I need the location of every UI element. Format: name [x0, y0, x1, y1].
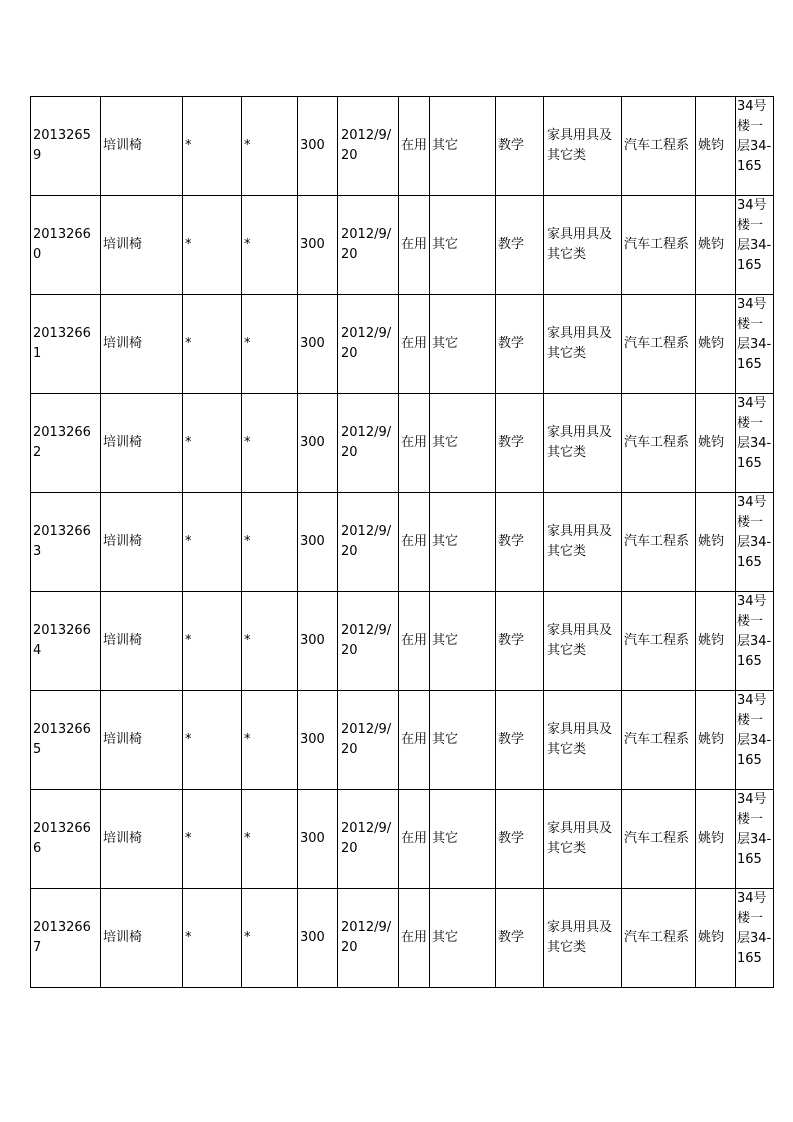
asset-table	[30, 96, 774, 988]
acquired-date-cell: 2012/9/20	[338, 493, 399, 592]
asset-id-cell: 20132662	[31, 394, 101, 493]
usage-status-cell: 在用	[399, 691, 430, 790]
asset-name-cell: 培训椅	[101, 592, 183, 691]
asset-spec-cell: *	[242, 394, 298, 493]
asset-id-cell: 20132667	[31, 889, 101, 988]
asset-name-cell: 培训椅	[101, 97, 183, 196]
usage-purpose-cell: 教学	[496, 394, 544, 493]
asset-model-cell: *	[183, 493, 242, 592]
asset-id-cell: 20132659	[31, 97, 101, 196]
department-cell: 汽车工程系	[622, 889, 696, 988]
location-cell: 34号楼一层34-165	[736, 97, 774, 196]
asset-price-cell: 300	[298, 790, 338, 889]
asset-id-cell: 20132661	[31, 295, 101, 394]
usage-purpose-cell: 教学	[496, 97, 544, 196]
table-row	[31, 493, 774, 592]
asset-id-cell: 20132660	[31, 196, 101, 295]
asset-price-cell: 300	[298, 592, 338, 691]
custodian-cell: 姚钧	[696, 196, 736, 295]
usage-status-cell: 在用	[399, 592, 430, 691]
table-row	[31, 889, 774, 988]
usage-status-cell: 在用	[399, 889, 430, 988]
department-cell: 汽车工程系	[622, 691, 696, 790]
asset-price-cell: 300	[298, 394, 338, 493]
asset-model-cell: *	[183, 790, 242, 889]
asset-name-cell: 培训椅	[101, 394, 183, 493]
table-row	[31, 691, 774, 790]
asset-model-cell: *	[183, 295, 242, 394]
custodian-cell: 姚钧	[696, 493, 736, 592]
custodian-cell: 姚钧	[696, 295, 736, 394]
location-cell: 34号楼一层34-165	[736, 394, 774, 493]
usage-purpose-cell: 教学	[496, 196, 544, 295]
asset-category-cell: 家具用具及其它类	[544, 295, 622, 394]
acquired-date-cell: 2012/9/20	[338, 97, 399, 196]
funding-source-cell: 其它	[430, 97, 496, 196]
asset-name-cell: 培训椅	[101, 889, 183, 988]
asset-price-cell: 300	[298, 493, 338, 592]
acquired-date-cell: 2012/9/20	[338, 394, 399, 493]
usage-status-cell: 在用	[399, 493, 430, 592]
asset-name-cell: 培训椅	[101, 691, 183, 790]
asset-name-cell: 培训椅	[101, 295, 183, 394]
usage-purpose-cell: 教学	[496, 889, 544, 988]
acquired-date-cell: 2012/9/20	[338, 790, 399, 889]
usage-status-cell: 在用	[399, 196, 430, 295]
location-cell: 34号楼一层34-165	[736, 889, 774, 988]
asset-spec-cell: *	[242, 889, 298, 988]
asset-price-cell: 300	[298, 691, 338, 790]
funding-source-cell: 其它	[430, 295, 496, 394]
usage-purpose-cell: 教学	[496, 295, 544, 394]
asset-spec-cell: *	[242, 295, 298, 394]
custodian-cell: 姚钧	[696, 691, 736, 790]
asset-id-cell: 20132665	[31, 691, 101, 790]
custodian-cell: 姚钧	[696, 97, 736, 196]
location-cell: 34号楼一层34-165	[736, 691, 774, 790]
asset-category-cell: 家具用具及其它类	[544, 97, 622, 196]
asset-category-cell: 家具用具及其它类	[544, 691, 622, 790]
asset-spec-cell: *	[242, 790, 298, 889]
table-row	[31, 196, 774, 295]
asset-id-cell: 20132664	[31, 592, 101, 691]
asset-model-cell: *	[183, 691, 242, 790]
asset-price-cell: 300	[298, 295, 338, 394]
asset-name-cell: 培训椅	[101, 196, 183, 295]
location-cell: 34号楼一层34-165	[736, 295, 774, 394]
asset-price-cell: 300	[298, 196, 338, 295]
acquired-date-cell: 2012/9/20	[338, 889, 399, 988]
department-cell: 汽车工程系	[622, 295, 696, 394]
acquired-date-cell: 2012/9/20	[338, 592, 399, 691]
custodian-cell: 姚钧	[696, 394, 736, 493]
asset-spec-cell: *	[242, 196, 298, 295]
custodian-cell: 姚钧	[696, 790, 736, 889]
asset-spec-cell: *	[242, 493, 298, 592]
custodian-cell: 姚钧	[696, 592, 736, 691]
funding-source-cell: 其它	[430, 790, 496, 889]
asset-name-cell: 培训椅	[101, 790, 183, 889]
asset-model-cell: *	[183, 592, 242, 691]
table-row	[31, 790, 774, 889]
department-cell: 汽车工程系	[622, 97, 696, 196]
funding-source-cell: 其它	[430, 196, 496, 295]
funding-source-cell: 其它	[430, 889, 496, 988]
usage-purpose-cell: 教学	[496, 691, 544, 790]
asset-category-cell: 家具用具及其它类	[544, 493, 622, 592]
asset-id-cell: 20132666	[31, 790, 101, 889]
asset-model-cell: *	[183, 394, 242, 493]
funding-source-cell: 其它	[430, 691, 496, 790]
asset-category-cell: 家具用具及其它类	[544, 790, 622, 889]
asset-model-cell: *	[183, 196, 242, 295]
department-cell: 汽车工程系	[622, 493, 696, 592]
asset-spec-cell: *	[242, 691, 298, 790]
usage-status-cell: 在用	[399, 97, 430, 196]
funding-source-cell: 其它	[430, 493, 496, 592]
usage-purpose-cell: 教学	[496, 592, 544, 691]
asset-price-cell: 300	[298, 97, 338, 196]
asset-name-cell: 培训椅	[101, 493, 183, 592]
funding-source-cell: 其它	[430, 394, 496, 493]
location-cell: 34号楼一层34-165	[736, 790, 774, 889]
usage-status-cell: 在用	[399, 790, 430, 889]
asset-model-cell: *	[183, 97, 242, 196]
asset-category-cell: 家具用具及其它类	[544, 889, 622, 988]
asset-spec-cell: *	[242, 97, 298, 196]
department-cell: 汽车工程系	[622, 592, 696, 691]
table-row	[31, 295, 774, 394]
table-row	[31, 592, 774, 691]
usage-purpose-cell: 教学	[496, 790, 544, 889]
asset-category-cell: 家具用具及其它类	[544, 196, 622, 295]
asset-model-cell: *	[183, 889, 242, 988]
asset-id-cell: 20132663	[31, 493, 101, 592]
asset-spec-cell: *	[242, 592, 298, 691]
acquired-date-cell: 2012/9/20	[338, 295, 399, 394]
acquired-date-cell: 2012/9/20	[338, 196, 399, 295]
custodian-cell: 姚钧	[696, 889, 736, 988]
department-cell: 汽车工程系	[622, 790, 696, 889]
table-row	[31, 394, 774, 493]
usage-status-cell: 在用	[399, 394, 430, 493]
department-cell: 汽车工程系	[622, 196, 696, 295]
usage-purpose-cell: 教学	[496, 493, 544, 592]
location-cell: 34号楼一层34-165	[736, 196, 774, 295]
location-cell: 34号楼一层34-165	[736, 493, 774, 592]
acquired-date-cell: 2012/9/20	[338, 691, 399, 790]
asset-table-body	[31, 97, 774, 988]
asset-price-cell: 300	[298, 889, 338, 988]
location-cell: 34号楼一层34-165	[736, 592, 774, 691]
department-cell: 汽车工程系	[622, 394, 696, 493]
asset-category-cell: 家具用具及其它类	[544, 592, 622, 691]
asset-category-cell: 家具用具及其它类	[544, 394, 622, 493]
usage-status-cell: 在用	[399, 295, 430, 394]
funding-source-cell: 其它	[430, 592, 496, 691]
table-row	[31, 97, 774, 196]
